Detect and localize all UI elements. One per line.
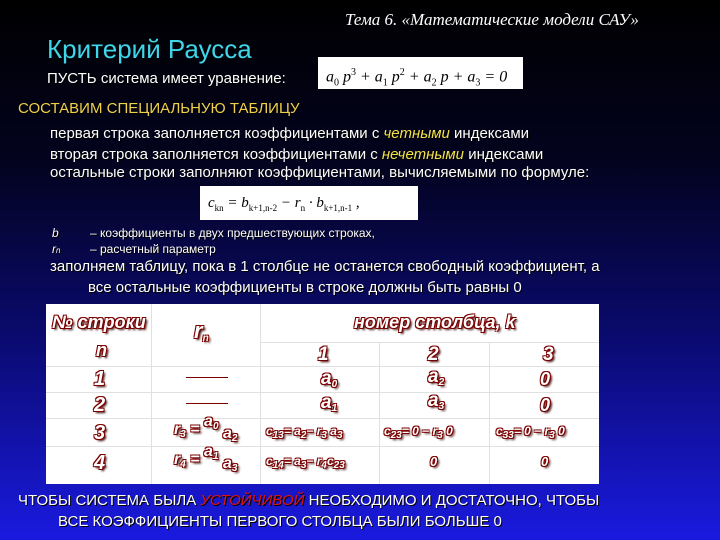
fill-instruction-1: заполняем таблицу, пока в 1 столбце не останется свободный коэффициент, а [50, 258, 600, 275]
legend-b: b – коэффициенты в двух предшествующих строках, [52, 226, 375, 240]
row-3-col-1: $c_{13}= a_2- r_3$ $a_3$ [266, 424, 343, 441]
row-1-col-1: $a_0$ [321, 368, 338, 390]
row-2-n: 2 [94, 394, 106, 416]
topic-header: Тема 6. «Математические модели САУ» [345, 10, 639, 29]
fill-instruction-2: все остальные коэффициенты в строке должны быть равны 0 [88, 279, 522, 296]
row-2-col-1: $a_1$ [321, 392, 338, 414]
row-4-col-1: $c_{14}= a_3- r_4c_{23}$ [266, 454, 345, 471]
row-4-n: 4 [94, 452, 106, 474]
legend-rn: rn – расчетный параметр [52, 242, 216, 256]
row-2-col-2: $a_3$ [428, 390, 445, 412]
row-1-n: 1 [94, 368, 106, 390]
header-column-number: номер столбца, k [354, 312, 516, 332]
row-1-col-2: $a_2$ [428, 366, 445, 388]
intro-text: ПУСТЬ система имеет уравнение: [47, 70, 286, 87]
column-1: 1 [318, 344, 329, 365]
header-row-number: № строки [52, 312, 146, 332]
header-n: n [96, 340, 107, 360]
row-1-col-3: 0 [540, 369, 551, 389]
header-rn: $r_n$ [194, 318, 209, 344]
row-4-rn: $r_4 = a_1$ $a_3$ [174, 443, 238, 474]
column-3: 3 [543, 344, 554, 365]
conclusion-line-2: ВСЕ КОЭФФИЦИЕНТЫ ПЕРВОГО СТОЛБЦА БЫЛИ БОЛЬШЕ 0 [58, 513, 502, 530]
row-3-n: 3 [94, 422, 106, 444]
recurrence-formula: $c_{kn} = b_{k+1,n-2} - r_n \cdot b_{k+1,n-1}$ , [200, 186, 418, 220]
row-3-rn: $r_3 = a_0$ $a_2$ [174, 413, 238, 444]
column-2: 2 [428, 344, 439, 365]
row-4-col-3: 0 [541, 454, 549, 469]
characteristic-equation: $a_0$ $p^3 + a_1$ $p^2 + a_2$ $p + a_3 = 0$ [318, 57, 523, 89]
row-4-col-2: 0 [430, 454, 438, 469]
row-3-col-3: $c_{33}= 0 - r_3$ 0 [496, 424, 565, 441]
routh-table [46, 304, 599, 484]
row-2-col-3: 0 [540, 395, 551, 415]
slide-title: Критерий Раусса [47, 34, 252, 64]
first-row-rule: первая строка заполняется коэффициентами с четными индексами [50, 125, 530, 142]
conclusion-line-1: ЧТОБЫ СИСТЕМА БЫЛА УСТОЙЧИВОЙ НЕОБХОДИМО И ДОСТАТОЧНО, ЧТОБЫ [18, 492, 600, 509]
other-rows-rule: остальные строки заполняют коэффициентами, вычисляемыми по формуле: [50, 164, 590, 181]
row-3-col-2: $c_{23}= 0 - r_3$ 0 [384, 424, 453, 441]
second-row-rule: вторая строка заполняется коэффициентами с нечетными индексами [50, 146, 544, 163]
compose-heading: СОСТАВИМ СПЕЦИАЛЬНУЮ ТАБЛИЦУ [18, 100, 300, 117]
